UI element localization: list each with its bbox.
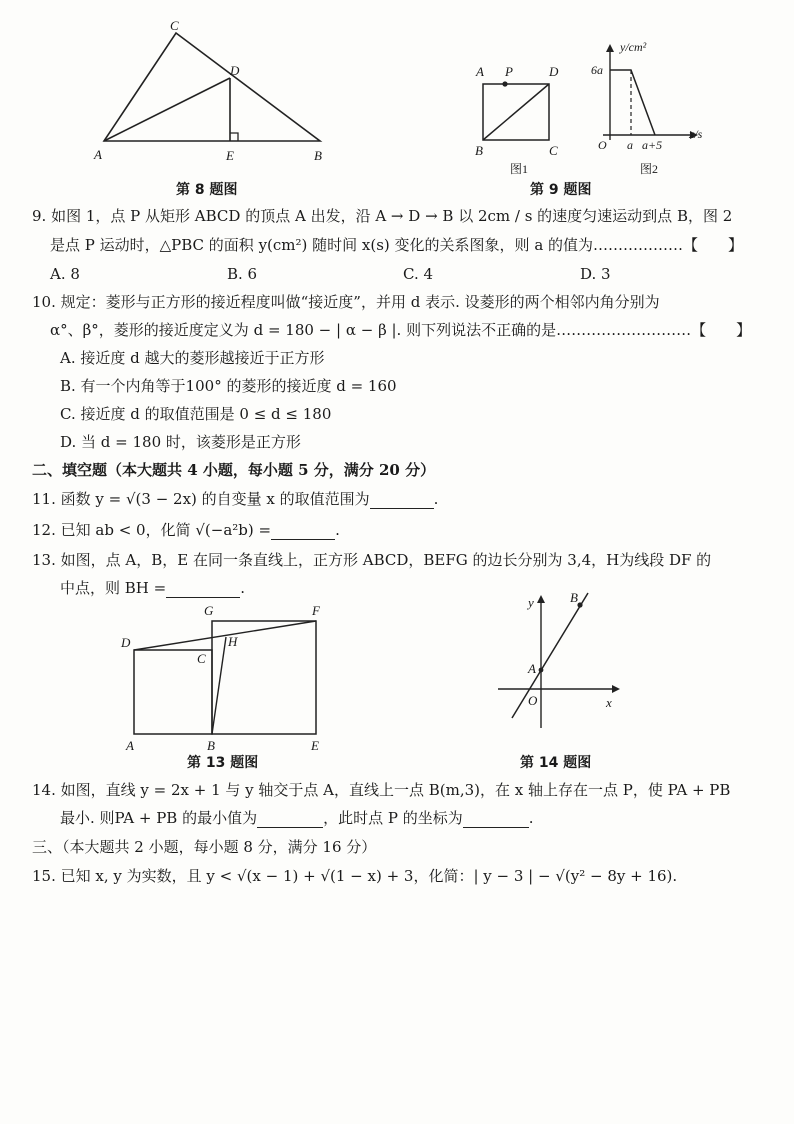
- fig14-label-y: y: [528, 595, 534, 610]
- q9-option-b: B. 6: [227, 265, 258, 283]
- fig9-label-a: A: [476, 64, 484, 79]
- fig9-x-tick-2: a+5: [642, 138, 663, 152]
- fig9-x-tick-1: a: [627, 138, 633, 152]
- fig14-label-a: A: [528, 661, 536, 676]
- q14-suffix: .: [528, 809, 534, 827]
- q10-option-b: B. 有一个内角等于100° 的菱形的接近度 d = 160: [60, 377, 397, 395]
- q12-suffix: .: [335, 521, 340, 539]
- q9-option-c: C. 4: [403, 265, 434, 283]
- q14-answer-blank-2[interactable]: [463, 813, 529, 828]
- fig9-y-axis-label: y/cm²: [620, 40, 647, 54]
- q10-text-line-2: α°、β°，菱形的接近度定义为 d = 180 − | α − β |. 则下列说法不正确的是………………………【 】: [50, 321, 752, 339]
- fig14-label-b: B: [570, 590, 578, 605]
- q11-prefix: 11. 函数 y = √(3 − 2x) 的自变量 x 的取值范围为: [32, 490, 370, 508]
- fig13-label-e: E: [311, 738, 319, 753]
- q11-suffix: .: [433, 490, 439, 508]
- fig14-label-x: x: [606, 695, 612, 710]
- fig9-origin: O: [598, 138, 607, 152]
- fig9-fig2-label: 图2: [640, 162, 659, 176]
- q9-text-line-1: 9. 如图 1，点 P 从矩形 ABCD 的顶点 A 出发，沿 A → D → B 以 2cm / s 的速度匀速运动到点 B，图 2: [32, 207, 733, 225]
- q10-text-line-1: 10. 规定：菱形与正方形的接近程度叫做“接近度”，并用 d 表示. 设菱形的两个相邻内角分别为: [32, 293, 660, 311]
- fig14-label-o: O: [528, 693, 538, 708]
- q14-prefix: 最小. 则PA + PB 的最小值为: [60, 809, 258, 827]
- q10-option-a: A. 接近度 d 越大的菱形越接近于正方形: [60, 349, 325, 367]
- fig9-x-axis-label: x/s: [689, 127, 703, 141]
- fig13-label-a: A: [126, 738, 134, 753]
- q15-text: 15. 已知 x, y 为实数，且 y < √(x − 1) + √(1 − x) + 3，化简：| y − 3 | − √(y² − 8y + 16).: [32, 867, 678, 885]
- q14-middle: ，此时点 P 的坐标为: [323, 809, 463, 827]
- q12-prefix: 12. 已知 ab < 0，化简 √(−a²b) =: [32, 521, 272, 539]
- fig9-label-c: C: [549, 143, 558, 158]
- fig13-label-h: H: [228, 634, 238, 649]
- fig13-label-d: D: [121, 635, 131, 650]
- q9-option-d: D. 3: [580, 265, 611, 283]
- fig8-label-b: B: [314, 148, 322, 163]
- fig9-label-p: P: [505, 64, 513, 79]
- fig9-y-tick: 6a: [591, 63, 603, 77]
- fig8-label-e: E: [226, 148, 234, 163]
- fig13-label-c: C: [197, 651, 206, 666]
- q9-option-a: A. 8: [50, 265, 80, 283]
- fig8-label-d: D: [230, 63, 240, 78]
- section-3-heading: 三、（本大题共 2 小题，每小题 8 分，满分 16 分）: [32, 838, 377, 856]
- fig9-caption: 第 9 题图: [530, 182, 592, 198]
- fig9-label-b: B: [475, 143, 483, 158]
- q10-option-c: C. 接近度 d 的取值范围是 0 ≤ d ≤ 180: [60, 405, 332, 423]
- fig8-label-c: C: [170, 18, 179, 33]
- q13-prefix: 中点，则 BH =: [60, 579, 167, 597]
- fig8-caption: 第 8 题图: [176, 182, 238, 198]
- q13-text-line-1: 13. 如图，点 A，B，E 在同一条直线上，正方形 ABCD，BEFG 的边长分别为 3,4，H为线段 DF 的: [32, 551, 712, 569]
- fig13-label-b: B: [207, 738, 215, 753]
- q13-suffix: .: [240, 579, 245, 597]
- q14-text-line-2: [60, 808, 534, 828]
- fig13-label-f: F: [312, 603, 320, 618]
- fig14-caption: 第 14 题图: [520, 755, 592, 771]
- q9-text-line-2: 是点 P 运动时，△PBC 的面积 y(cm²) 随时间 x(s) 变化的关系图象，则 a 的值为………………【 】: [50, 236, 744, 254]
- section-2-heading: 二、填空题（本大题共 4 小题，每小题 5 分，满分 20 分）: [32, 461, 436, 479]
- fig9-fig1-label: 图1: [510, 162, 529, 176]
- q14-text-line-1: 14. 如图，直线 y = 2x + 1 与 y 轴交于点 A，直线上一点 B(m,3)，在 x 轴上存在一点 P，使 PA + PB: [32, 781, 731, 799]
- q10-option-d: D. 当 d = 180 时，该菱形是正方形: [60, 433, 301, 451]
- fig13-label-g: G: [204, 603, 214, 618]
- q14-answer-blank-1[interactable]: [257, 813, 323, 828]
- fig8-label-a: A: [94, 147, 102, 162]
- fig9-label-d: D: [549, 64, 559, 79]
- fig13-caption: 第 13 题图: [187, 755, 259, 771]
